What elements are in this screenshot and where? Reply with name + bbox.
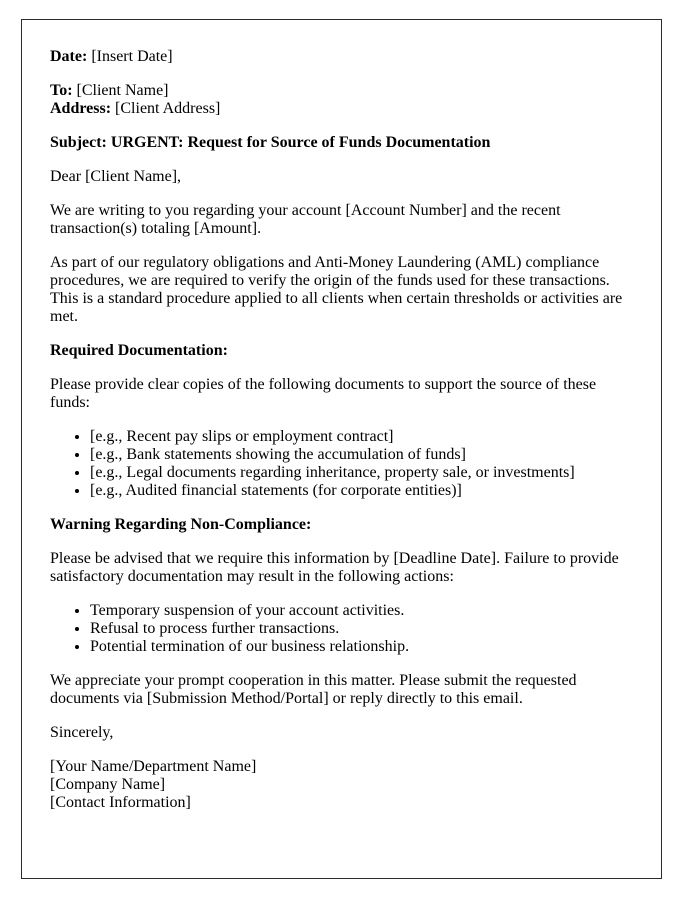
warning-item: • Refusal to process further transactions. [90, 620, 633, 638]
signoff: Sincerely, [50, 724, 114, 741]
closing-paragraph: We appreciate your prompt cooperation in this matter. Please submit the requested documents via [Submission Method/Portal] or reply directly to this email. [50, 672, 577, 707]
salutation: Dear [Client Name], [50, 168, 182, 185]
subject-text: Subject: URGENT: Request for Source of Funds Documentation [50, 134, 491, 151]
signature-name: [Your Name/Department Name] [50, 758, 257, 775]
required-doc-item: • [e.g., Recent pay slips or employment contract] [90, 428, 633, 446]
address-label: Address: [50, 100, 112, 117]
aml-paragraph: As part of our regulatory obligations and Anti-Money Laundering (AML) compliance procedures, we are required to verify the origin of the funds used for these transactions. This is a standard procedure applied to all clients when certain thresholds or activities are met. [50, 254, 623, 325]
warning-item: • Temporary suspension of your account activities. [90, 602, 633, 620]
date-line [50, 48, 633, 66]
required-doc-item: • [e.g., Bank statements showing the accumulation of funds] [90, 446, 633, 464]
required-docs-intro: Please provide clear copies of the following documents to support the source of these funds: [50, 376, 597, 411]
letter-viewport [21, 19, 662, 811]
recipient-block [50, 82, 633, 118]
address-value: [Client Address] [115, 100, 221, 117]
subject-line [50, 134, 633, 152]
date-value: [Insert Date] [91, 48, 173, 65]
intro-paragraph: We are writing to you regarding your account [Account Number] and the recent transaction(s) totaling [Amount]. [50, 202, 561, 237]
warning-intro: Please be advised that we require this information by [Deadline Date]. Failure to provide satisfactory documentation may result in the following actions: [50, 550, 619, 585]
required-docs-heading [50, 342, 633, 360]
date-label: Date: [50, 48, 88, 65]
required-doc-item: • [e.g., Audited financial statements (for corporate entities)] [90, 482, 633, 500]
required-docs-heading-text: Required Documentation: [50, 342, 228, 359]
signature-block [50, 758, 633, 812]
to-value: [Client Name] [76, 82, 169, 99]
warning-list [50, 602, 633, 656]
required-doc-item: • [e.g., Legal documents regarding inheritance, property sale, or investments] [90, 464, 633, 482]
warning-heading [50, 516, 633, 534]
warning-heading-text: Warning Regarding Non-Compliance: [50, 516, 312, 533]
to-label: To: [50, 82, 73, 99]
warning-item: • Potential termination of our business relationship. [90, 638, 633, 656]
signature-company: [Company Name] [50, 776, 166, 793]
signature-contact: [Contact Information] [50, 794, 191, 811]
required-docs-list [50, 428, 633, 500]
letter-document [21, 19, 662, 879]
